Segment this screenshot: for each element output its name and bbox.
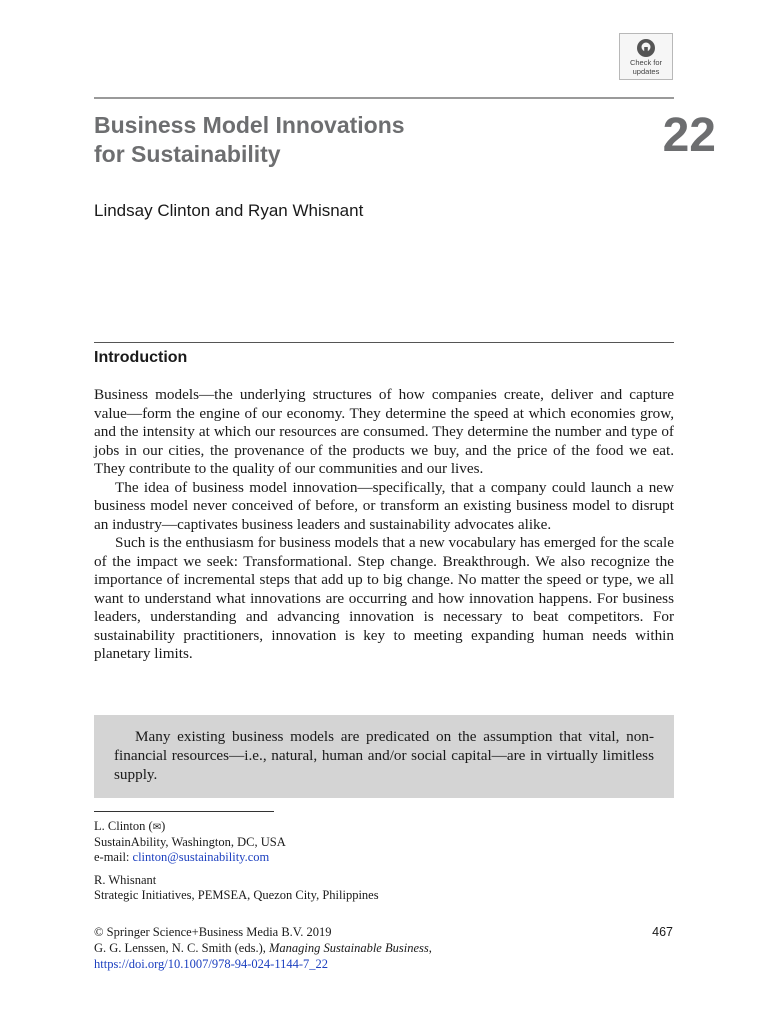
editors-text: G. G. Lenssen, N. C. Smith (eds.),	[94, 941, 269, 955]
callout-box	[94, 715, 674, 798]
editors-line	[94, 940, 432, 956]
doi-line	[94, 956, 432, 972]
publication-info	[94, 924, 432, 972]
copyright-line: © Springer Science+Business Media B.V. 2019	[94, 925, 332, 939]
author1-name-line	[94, 819, 286, 835]
doi-link[interactable]: https://doi.org/10.1007/978-94-024-1144-7_22	[94, 957, 329, 971]
book-title-suffix: ,	[428, 941, 432, 955]
check-for-updates-badge[interactable]	[619, 33, 673, 80]
author2-name: R. Whisnant	[94, 873, 157, 887]
author1-org: SustainAbility, Washington, DC, USA	[94, 835, 286, 849]
chapter-title-line2: for Sustainability	[94, 141, 281, 167]
chapter-authors: Lindsay Clinton and Ryan Whisnant	[94, 201, 364, 220]
author2-affiliation	[94, 873, 379, 903]
author1-name-close: )	[161, 819, 166, 833]
author1-affiliation	[94, 819, 286, 865]
author1-email-line	[94, 850, 286, 865]
section-heading: Introduction	[94, 349, 188, 366]
body-text	[94, 386, 674, 664]
section-rule	[94, 342, 674, 343]
author2-org: Strategic Initiatives, PEMSEA, Quezon City, Philippines	[94, 888, 379, 902]
author1-email-link[interactable]: clinton@sustainability.com	[132, 850, 270, 864]
badge-text-line2: updates	[632, 66, 660, 76]
envelope-icon[interactable]: ✉	[152, 822, 162, 833]
body-paragraph-2: The idea of business model innovation—specifically, that a company could launch a new business model never conceived of before, or transform an existing business model to disrupt an industry—captivates business leaders and sustainability advocates alike.	[94, 478, 674, 533]
chapter-title-line1: Business Model Innovations	[94, 112, 405, 138]
chapter-title	[94, 111, 514, 169]
footnote-rule	[94, 811, 274, 812]
body-paragraph-3: Such is the enthusiasm for business models that a new vocabulary has emerged for the scale of the impact we seek: Transformational. Step change. Breakthrough. We also recognize the importance of incremental steps that add up to big change. No matter the speed or type, we all want to understand what innovations are occurring and how innovation happens. For business leaders, understanding and advancing innovation is necessary to beat competitors. For sustainability practitioners, innovation is key to meeting expanding human needs within planetary limits.	[94, 534, 674, 662]
page-number: 467	[652, 925, 673, 939]
callout-text: Many existing business models are predicated on the assumption that vital, non-financial resources—i.e., natural, human and/or social capital—are in virtually limitless supply.	[114, 728, 654, 783]
body-paragraph-1: Business models—the underlying structures of how companies create, deliver and capture value—form the engine of our economy. They determine the speed at which economies grow, and the intensity at which our resources are consumed. They determine the number and type of jobs in our cities, the provenance of the products we buy, and the price of the food we eat. They contribute to the quality of our communities and our lives.	[94, 386, 674, 477]
author1-name: L. Clinton (	[94, 819, 153, 833]
chapter-number: 22	[662, 109, 716, 162]
header-rule	[94, 97, 674, 99]
book-title: Managing Sustainable Business	[269, 941, 429, 955]
crossmark-icon	[635, 38, 657, 58]
badge-text-line1: Check for	[629, 58, 663, 67]
author1-email-label: e-mail:	[94, 850, 133, 864]
